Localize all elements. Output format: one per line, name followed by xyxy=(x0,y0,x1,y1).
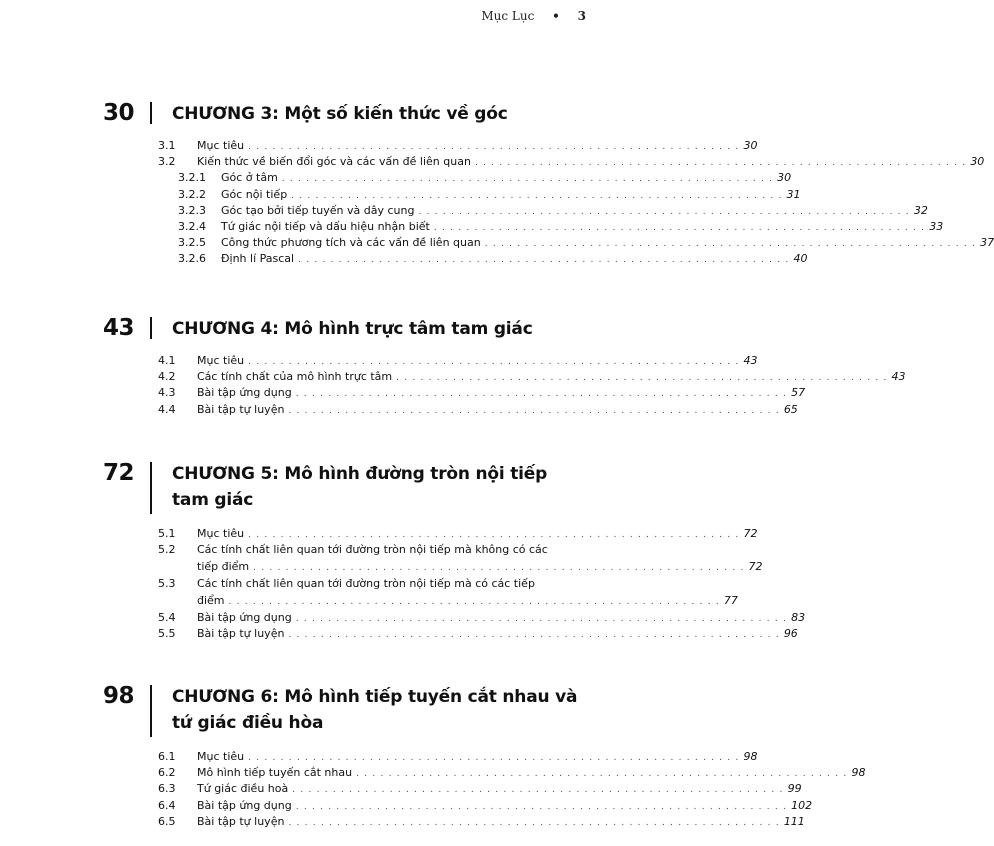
entry-title: Mô hình tiếp tuyến cắt nhau xyxy=(197,766,353,780)
entry-title: tiếp điểm xyxy=(197,560,250,574)
chapter-heading xyxy=(0,460,640,514)
toc-entry[interactable] xyxy=(0,369,906,385)
entry-page: 98 xyxy=(743,750,758,763)
entry-page: 57 xyxy=(791,386,806,400)
header-title: Mục Lục xyxy=(481,9,535,23)
entry-page: 37 xyxy=(980,236,994,250)
entry-page: 72 xyxy=(743,527,758,540)
dot-leader: . . . . . . . . . . . . . . . . . . . . . . . . . . . . . . . . . . . . . . . . . . . . . . . . . . . . . . . . . . . . . xyxy=(228,597,720,608)
entry-number: 4.2 xyxy=(158,370,176,384)
toc-entry[interactable] xyxy=(0,235,994,251)
toc-entry[interactable] xyxy=(0,402,798,418)
dot-leader: . . . . . . . . . . . . . . . . . . . . . . . . . . . . . . . . . . . . . . . . . . . . . . . . . . . . . . . . . . . . . xyxy=(295,389,788,400)
chapter-title-line: CHƯƠNG 5: Mô hình đường tròn nội tiếp xyxy=(172,464,548,484)
dot-leader: . . . . . . . . . . . . . . . . . . . . . . . . . . . . . . . . . . . . . . . . . . . . . . . . . . . . . . . . . . . . . xyxy=(248,530,740,540)
toc-entry[interactable] xyxy=(0,781,802,797)
dot-leader: . . . . . . . . . . . . . . . . . . . . . . . . . . . . . . . . . . . . . . . . . . . . . . . . . . . . . . . . . . . . . xyxy=(292,785,784,796)
entry-title: Tứ giác điều hoà xyxy=(197,782,289,796)
entry-page: 102 xyxy=(791,798,813,812)
chapter-divider xyxy=(150,102,152,124)
toc-entry[interactable] xyxy=(0,353,758,369)
entry-page: 83 xyxy=(791,611,806,625)
entry-number: 3.2.2 xyxy=(178,187,206,201)
toc-entries xyxy=(0,526,806,643)
dot-leader: . . . . . . . . . . . . . . . . . . . . . . . . . . . . . . . . . . . . . . . . . . . . . . . . . . . . . . . . . . . . . xyxy=(295,614,788,625)
entry-title: Góc tạo bởi tiếp tuyến và dây cung xyxy=(221,203,415,217)
entry-number: 6.5 xyxy=(158,814,176,828)
entry-number: 5.1 xyxy=(158,527,176,540)
entry-number: 4.1 xyxy=(158,354,176,367)
toc-entry[interactable] xyxy=(0,626,798,642)
chapter-page: 72 xyxy=(102,460,134,486)
entry-title: Góc ở tâm xyxy=(221,171,278,185)
chapter-6 xyxy=(0,683,866,830)
toc-entry[interactable] xyxy=(0,385,806,401)
toc-entry[interactable] xyxy=(0,749,758,765)
toc-entry[interactable] xyxy=(0,170,792,186)
chapter-3 xyxy=(0,100,994,268)
toc-entry[interactable] xyxy=(0,610,806,626)
entry-title: Mục tiêu xyxy=(197,139,245,152)
toc-entries xyxy=(0,749,866,830)
entry-page: 65 xyxy=(783,402,798,416)
entry-title-line: Các tính chất liên quan tới đường tròn nội tiếp mà không có các xyxy=(197,543,548,557)
chapter-page: 98 xyxy=(102,683,134,709)
chapter-5 xyxy=(0,460,806,643)
dot-leader: . . . . . . . . . . . . . . . . . . . . . . . . . . . . . . . . . . . . . . . . . . . . . . . . . . . . . . . . . . . . . xyxy=(291,190,783,201)
toc-entry[interactable] xyxy=(0,187,801,203)
entry-page: 31 xyxy=(786,187,801,201)
toc-entry[interactable] xyxy=(0,765,866,781)
dot-leader: . . . . . . . . . . . . . . . . . . . . . . . . . . . . . . . . . . . . . . . . . . . . . . . . . . . . . . . . . . . . . xyxy=(248,357,740,367)
entry-page: 96 xyxy=(783,627,798,641)
entry-number: 5.4 xyxy=(158,611,176,625)
chapter-divider xyxy=(150,317,152,339)
entry-page: 77 xyxy=(723,594,738,608)
entry-number: 3.2 xyxy=(158,155,176,169)
entry-page: 43 xyxy=(891,370,906,384)
chapter-heading xyxy=(0,683,640,737)
chapter-title-line: tứ giác điều hòa xyxy=(172,713,324,733)
dot-leader: . . . . . . . . . . . . . . . . . . . . . . . . . . . . . . . . . . . . . . . . . . . . . . . . . . . . . . . . . . . . . xyxy=(295,801,788,812)
entry-title: Mục tiêu xyxy=(197,750,245,763)
header-page-number: 3 xyxy=(577,9,586,23)
chapter-4 xyxy=(0,315,906,418)
entry-title: Định lí Pascal xyxy=(221,252,295,266)
entry-title: Góc nội tiếp xyxy=(221,187,288,201)
dot-leader: . . . . . . . . . . . . . . . . . . . . . . . . . . . . . . . . . . . . . . . . . . . . . . . . . . . . . . . . . . . . . xyxy=(396,373,888,384)
chapter-page: 30 xyxy=(102,100,134,126)
entry-number: 3.2.5 xyxy=(178,236,206,250)
toc-entry[interactable] xyxy=(0,138,758,154)
dot-leader: . . . . . . . . . . . . . . . . . . . . . . . . . . . . . . . . . . . . . . . . . . . . . . . . . . . . . . . . . . . . . xyxy=(484,239,977,250)
toc-entry[interactable] xyxy=(0,203,928,219)
entry-page: 30 xyxy=(743,139,758,152)
dot-leader: . . . . . . . . . . . . . . . . . . . . . . . . . . . . . . . . . . . . . . . . . . . . . . . . . . . . . . . . . . . . . xyxy=(298,255,790,266)
chapter-heading xyxy=(0,315,640,341)
toc-entry[interactable] xyxy=(0,251,808,267)
entry-title-line: Các tính chất liên quan tới đường tròn nội tiếp mà có các tiếp xyxy=(197,577,535,591)
toc-entry[interactable] xyxy=(0,526,758,542)
entry-number: 6.4 xyxy=(158,798,176,812)
entry-number: 5.2 xyxy=(158,543,176,557)
entry-title: Bài tập tự luyện xyxy=(197,814,285,828)
entry-page: 33 xyxy=(929,219,944,233)
entry-title: Bài tập ứng dụng xyxy=(197,386,292,400)
entry-page: 98 xyxy=(851,766,866,780)
entry-number: 3.2.3 xyxy=(178,203,206,217)
entry-title: Bài tập ứng dụng xyxy=(197,798,292,812)
dot-leader: . . . . . . . . . . . . . . . . . . . . . . . . . . . . . . . . . . . . . . . . . . . . . . . . . . . . . . . . . . . . . xyxy=(281,174,774,185)
toc-entry[interactable] xyxy=(0,576,738,610)
dot-leader: . . . . . . . . . . . . . . . . . . . . . . . . . . . . . . . . . . . . . . . . . . . . . . . . . . . . . . . . . . . . . xyxy=(248,142,740,152)
entry-page: 30 xyxy=(777,171,792,185)
entry-page: 43 xyxy=(743,354,758,367)
entry-number: 6.1 xyxy=(158,750,176,763)
entry-title: Kiến thức về biến đổi góc và các vấn đề liên quan xyxy=(197,155,471,169)
entry-page: 99 xyxy=(787,782,802,796)
dot-leader: . . . . . . . . . . . . . . . . . . . . . . . . . . . . . . . . . . . . . . . . . . . . . . . . . . . . . . . . . . . . . xyxy=(474,158,967,169)
dot-leader: . . . . . . . . . . . . . . . . . . . . . . . . . . . . . . . . . . . . . . . . . . . . . . . . . . . . . . . . . . . . . xyxy=(356,769,848,780)
entry-number: 3.1 xyxy=(158,139,176,152)
dot-leader: . . . . . . . . . . . . . . . . . . . . . . . . . . . . . . . . . . . . . . . . . . . . . . . . . . . . . . . . . . . . . xyxy=(253,563,745,574)
running-header xyxy=(481,9,586,23)
entry-number: 6.3 xyxy=(158,782,176,796)
entry-title: Mục tiêu xyxy=(197,527,245,540)
entry-number: 5.3 xyxy=(158,577,176,591)
entry-title: Công thức phương tích và các vấn đề liên quan xyxy=(221,236,481,250)
entry-number: 4.4 xyxy=(158,402,176,416)
chapter-title[interactable]: CHƯƠNG 3: Một số kiến thức về góc xyxy=(172,104,508,124)
toc-entry[interactable] xyxy=(0,798,813,814)
entry-title: Bài tập ứng dụng xyxy=(197,611,292,625)
entry-number: 5.5 xyxy=(158,627,176,641)
chapter-page: 43 xyxy=(102,315,134,341)
entry-number: 3.2.6 xyxy=(178,252,206,266)
toc-entries xyxy=(0,138,994,268)
header-bullet: • xyxy=(552,9,560,23)
entry-number: 3.2.4 xyxy=(178,219,206,233)
entry-page: 32 xyxy=(913,203,928,217)
chapter-title[interactable] xyxy=(172,461,582,513)
chapter-title[interactable]: CHƯƠNG 4: Mô hình trực tâm tam giác xyxy=(172,319,533,339)
entry-number: 6.2 xyxy=(158,766,176,780)
chapter-title-line: CHƯƠNG 6: Mô hình tiếp tuyến cắt nhau và xyxy=(172,687,578,707)
dot-leader: . . . . . . . . . . . . . . . . . . . . . . . . . . . . . . . . . . . . . . . . . . . . . . . . . . . . . . . . . . . . . xyxy=(418,206,910,217)
toc-entry[interactable] xyxy=(0,542,763,576)
toc-entries xyxy=(0,353,906,418)
chapter-title-line: tam giác xyxy=(172,490,254,510)
entry-page: 30 xyxy=(970,155,985,169)
entry-title: Mục tiêu xyxy=(197,354,245,367)
dot-leader: . . . . . . . . . . . . . . . . . . . . . . . . . . . . . . . . . . . . . . . . . . . . . . . . . . . . . . . . . . . . . xyxy=(433,222,926,233)
chapter-divider xyxy=(150,462,152,514)
entry-page: 111 xyxy=(783,814,805,828)
entry-page: 40 xyxy=(793,252,808,266)
entry-number: 4.3 xyxy=(158,386,176,400)
entry-title: Các tính chất của mô hình trực tâm xyxy=(197,370,393,384)
entry-title: Bài tập tự luyện xyxy=(197,402,285,416)
entry-title: Bài tập tự luyện xyxy=(197,627,285,641)
dot-leader: . . . . . . . . . . . . . . . . . . . . . . . . . . . . . . . . . . . . . . . . . . . . . . . . . . . . . . . . . . . . . xyxy=(288,405,780,416)
dot-leader: . . . . . . . . . . . . . . . . . . . . . . . . . . . . . . . . . . . . . . . . . . . . . . . . . . . . . . . . . . . . . xyxy=(248,753,740,763)
entry-page: 72 xyxy=(748,560,763,574)
chapter-heading xyxy=(0,100,640,126)
entry-number: 3.2.1 xyxy=(178,171,206,185)
toc-entry[interactable] xyxy=(0,219,944,235)
dot-leader: . . . . . . . . . . . . . . . . . . . . . . . . . . . . . . . . . . . . . . . . . . . . . . . . . . . . . . . . . . . . . xyxy=(288,817,780,828)
toc-entry[interactable] xyxy=(0,154,985,170)
entry-title: Tứ giác nội tiếp và dấu hiệu nhận biết xyxy=(221,219,430,233)
chapter-title[interactable] xyxy=(172,684,582,736)
dot-leader: . . . . . . . . . . . . . . . . . . . . . . . . . . . . . . . . . . . . . . . . . . . . . . . . . . . . . . . . . . . . . xyxy=(288,630,780,641)
entry-title: điểm xyxy=(197,594,225,608)
chapter-divider xyxy=(150,685,152,737)
toc-entry[interactable] xyxy=(0,814,805,830)
